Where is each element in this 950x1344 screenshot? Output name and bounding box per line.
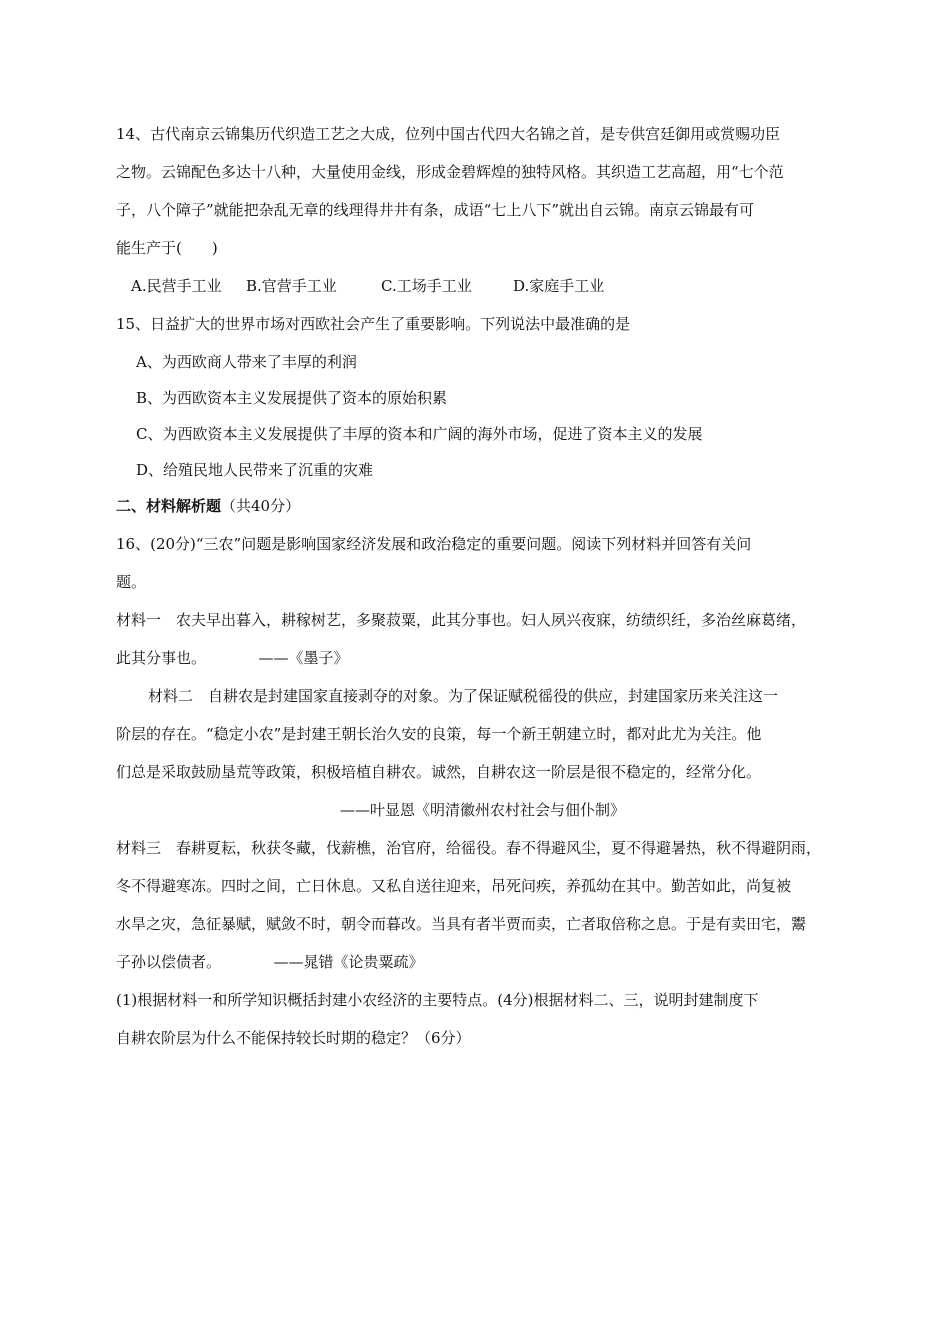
q14-option-b: B.官营手工业: [246, 277, 337, 295]
q15-option-d: D、给殖民地人民带来了沉重的灾难: [136, 461, 374, 479]
material-3-line-2: 冬不得避寒冻。四时之间，亡日休息。又私自送往迎来，吊死问疾，养孤幼在其中。勤苦如此，尚复被: [116, 877, 792, 895]
material-3-line-3: 水旱之灾，急征暴赋，赋敛不时，朝令而暮改。当具有者半贾而卖，亡者取倍称之息。于是有卖田宅，鬻: [116, 915, 807, 933]
q14-option-a: A.民营手工业: [131, 277, 222, 295]
q15-option-b: B、为西欧资本主义发展提供了资本的原始积累: [136, 389, 448, 407]
material-1-line-1: 材料一 农夫早出暮入，耕稼树艺，多聚菽粟，此其分事也。妇人夙兴夜寐，纺绩织纴，多治丝麻葛绪，: [116, 611, 807, 629]
section-2-score: （共40分）: [221, 497, 301, 515]
q16-sub1-line-2: 自耕农阶层为什么不能保持较长时期的稳定？（6分）: [116, 1029, 471, 1047]
q14-option-c: C.工场手工业: [381, 277, 472, 295]
q14-line-2: 之物。云锦配色多达十八种，大量使用金线，形成金碧辉煌的独特风格。其织造工艺高超，用“七个范: [116, 163, 784, 181]
q15-option-a: A、为西欧商人带来了丰厚的利润: [136, 353, 357, 371]
material-2-line-2: 阶层的存在。“稳定小农”是封建王朝长治久安的良策，每一个新王朝建立时，都对此尤为关注。他: [116, 725, 762, 743]
material-3-line-1: 材料三 春耕夏耘，秋获冬藏，伐薪樵，治官府，给徭役。春不得避风尘，夏不得避暑热，秋不得避阴雨，: [116, 839, 822, 857]
q14-line-4: 能生产于( ): [116, 239, 218, 257]
q15-stem: 15、日益扩大的世界市场对西欧社会产生了重要影响。下列说法中最准确的是: [116, 315, 631, 333]
section-2-heading: [116, 496, 300, 516]
q14-option-d: D.家庭手工业: [513, 277, 605, 295]
material-3-line-4: 子孙以偿债者。 ——晁错《论贵粟疏》: [116, 953, 424, 971]
material-2-line-1: 材料二 自耕农是封建国家直接剥夺的对象。为了保证赋税徭役的供应，封建国家历来关注这一: [148, 687, 779, 705]
material-2-line-3: 们总是采取鼓励垦荒等政策，积极培植自耕农。诚然，自耕农这一阶层是很不稳定的，经常分化。: [116, 763, 762, 781]
q16-sub1-line-1: (1)根据材料一和所学知识概括封建小农经济的主要特点。(4分)根据材料二、三，说明封建制度下: [116, 991, 759, 1009]
q16-line-2: 题。: [116, 573, 147, 591]
section-2-title: 二、材料解析题: [116, 497, 222, 515]
q15-option-c: C、为西欧资本主义发展提供了丰厚的资本和广阔的海外市场，促进了资本主义的发展: [136, 425, 703, 443]
material-1-line-2: 此其分事也。 ——《墨子》: [116, 649, 349, 667]
q14-line-1: 14、古代南京云锦集历代织造工艺之大成，位列中国古代四大名锦之首，是专供宫廷御用或赏赐功臣: [116, 125, 781, 143]
q14-line-3: 子，八个障子”就能把杂乱无章的线理得井井有条，成语“七上八下”就出自云锦。南京云锦最有可: [116, 201, 755, 219]
q16-line-1: 16、(20分)“三农”问题是影响国家经济发展和政治稳定的重要问题。阅读下列材料并回答有关问: [116, 535, 752, 553]
q14-options: [131, 276, 604, 296]
material-2-source: ——叶显恩《明清徽州农村社会与佃仆制》: [340, 801, 626, 819]
